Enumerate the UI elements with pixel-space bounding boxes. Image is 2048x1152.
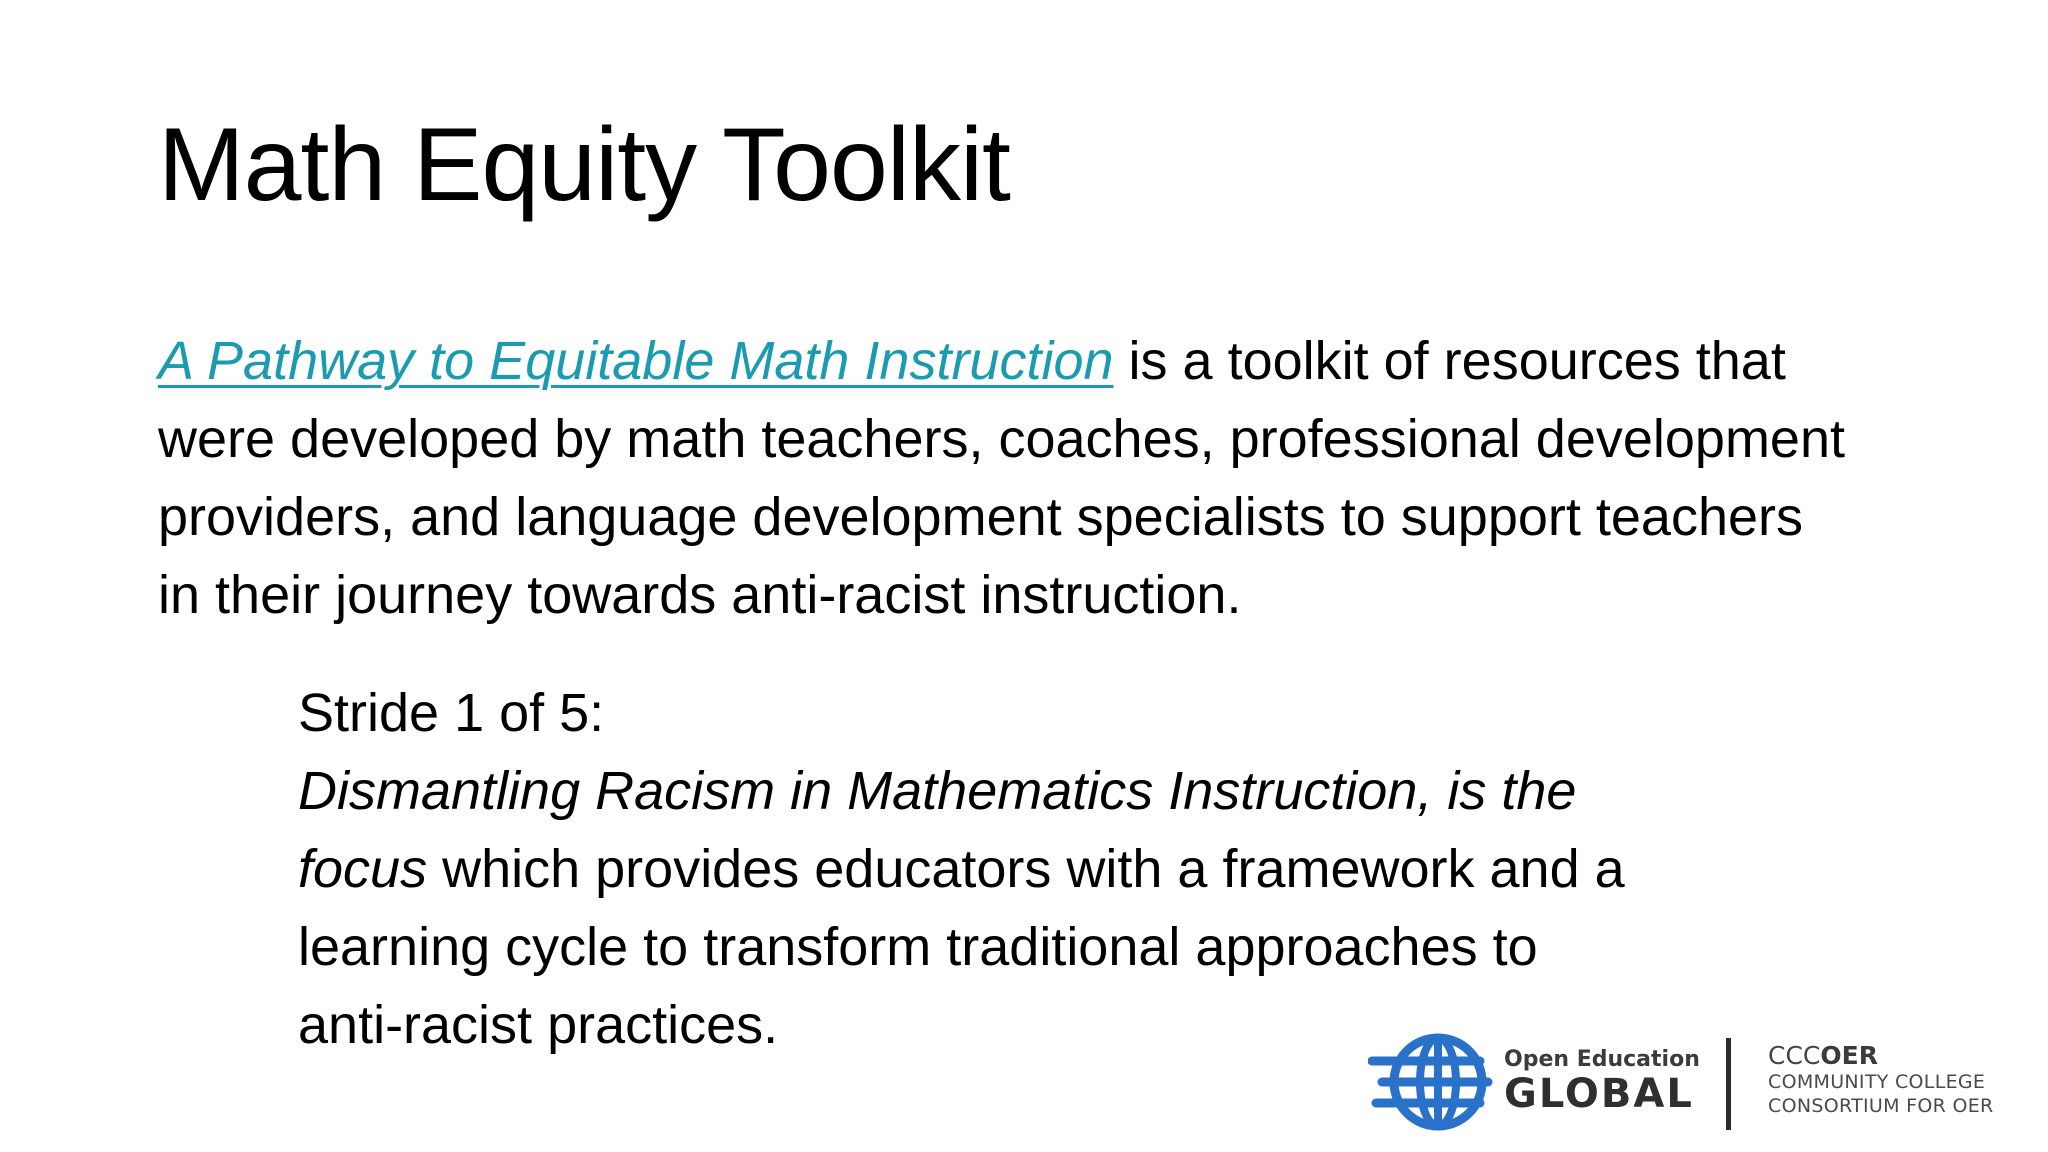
stride-line-3: [298, 830, 1798, 908]
intro-line-2: were developed by math teachers, coaches, professional development: [158, 409, 1845, 469]
toolkit-link[interactable]: A Pathway to Equitable Math Instruction: [158, 331, 1114, 391]
stride-paragraph: [298, 674, 1798, 1064]
footer-logos: [1368, 1022, 2028, 1142]
intro-line-4: in their journey towards anti-racist instruction.: [158, 565, 1242, 625]
logo-divider: [1726, 1038, 1731, 1130]
oeg-wordmark: [1504, 1048, 1700, 1116]
stride-line-2: [298, 752, 1798, 830]
ccc-oer-title: [1768, 1042, 1994, 1070]
oeg-big-text: GLOBAL: [1504, 1071, 1694, 1117]
stride-title-italic: Dismantling Racism in Mathematics Instruction, is the: [298, 761, 1577, 821]
ccc-line-1: COMMUNITY COLLEGE: [1768, 1071, 1986, 1093]
ccc-oer-logo: [1768, 1042, 1994, 1118]
globe-icon: [1368, 1027, 1494, 1137]
intro-line-3: providers, and language development specialists to support teachers: [158, 487, 1803, 547]
stride-line-5: anti-racist practices.: [298, 995, 779, 1055]
stride-line-3-rest: which provides educators with a framework and a: [427, 839, 1625, 899]
slide-title: Math Equity Toolkit: [158, 107, 1010, 223]
stride-focus-italic: focus: [298, 839, 428, 899]
intro-paragraph: [158, 322, 2018, 634]
oeg-small-text: Open Education: [1504, 1047, 1700, 1072]
ccc-light: CCC: [1768, 1041, 1821, 1070]
ccc-line-2: CONSORTIUM FOR OER: [1768, 1095, 1994, 1117]
stride-line-4: learning cycle to transform traditional approaches to: [298, 917, 1538, 977]
intro-line-1: [158, 322, 2018, 400]
stride-heading: Stride 1 of 5:: [298, 683, 605, 743]
open-education-global-logo: [1368, 1022, 1700, 1142]
intro-line-1-rest: is a toolkit of resources that: [1113, 331, 1786, 391]
oer-bold: OER: [1820, 1041, 1878, 1070]
